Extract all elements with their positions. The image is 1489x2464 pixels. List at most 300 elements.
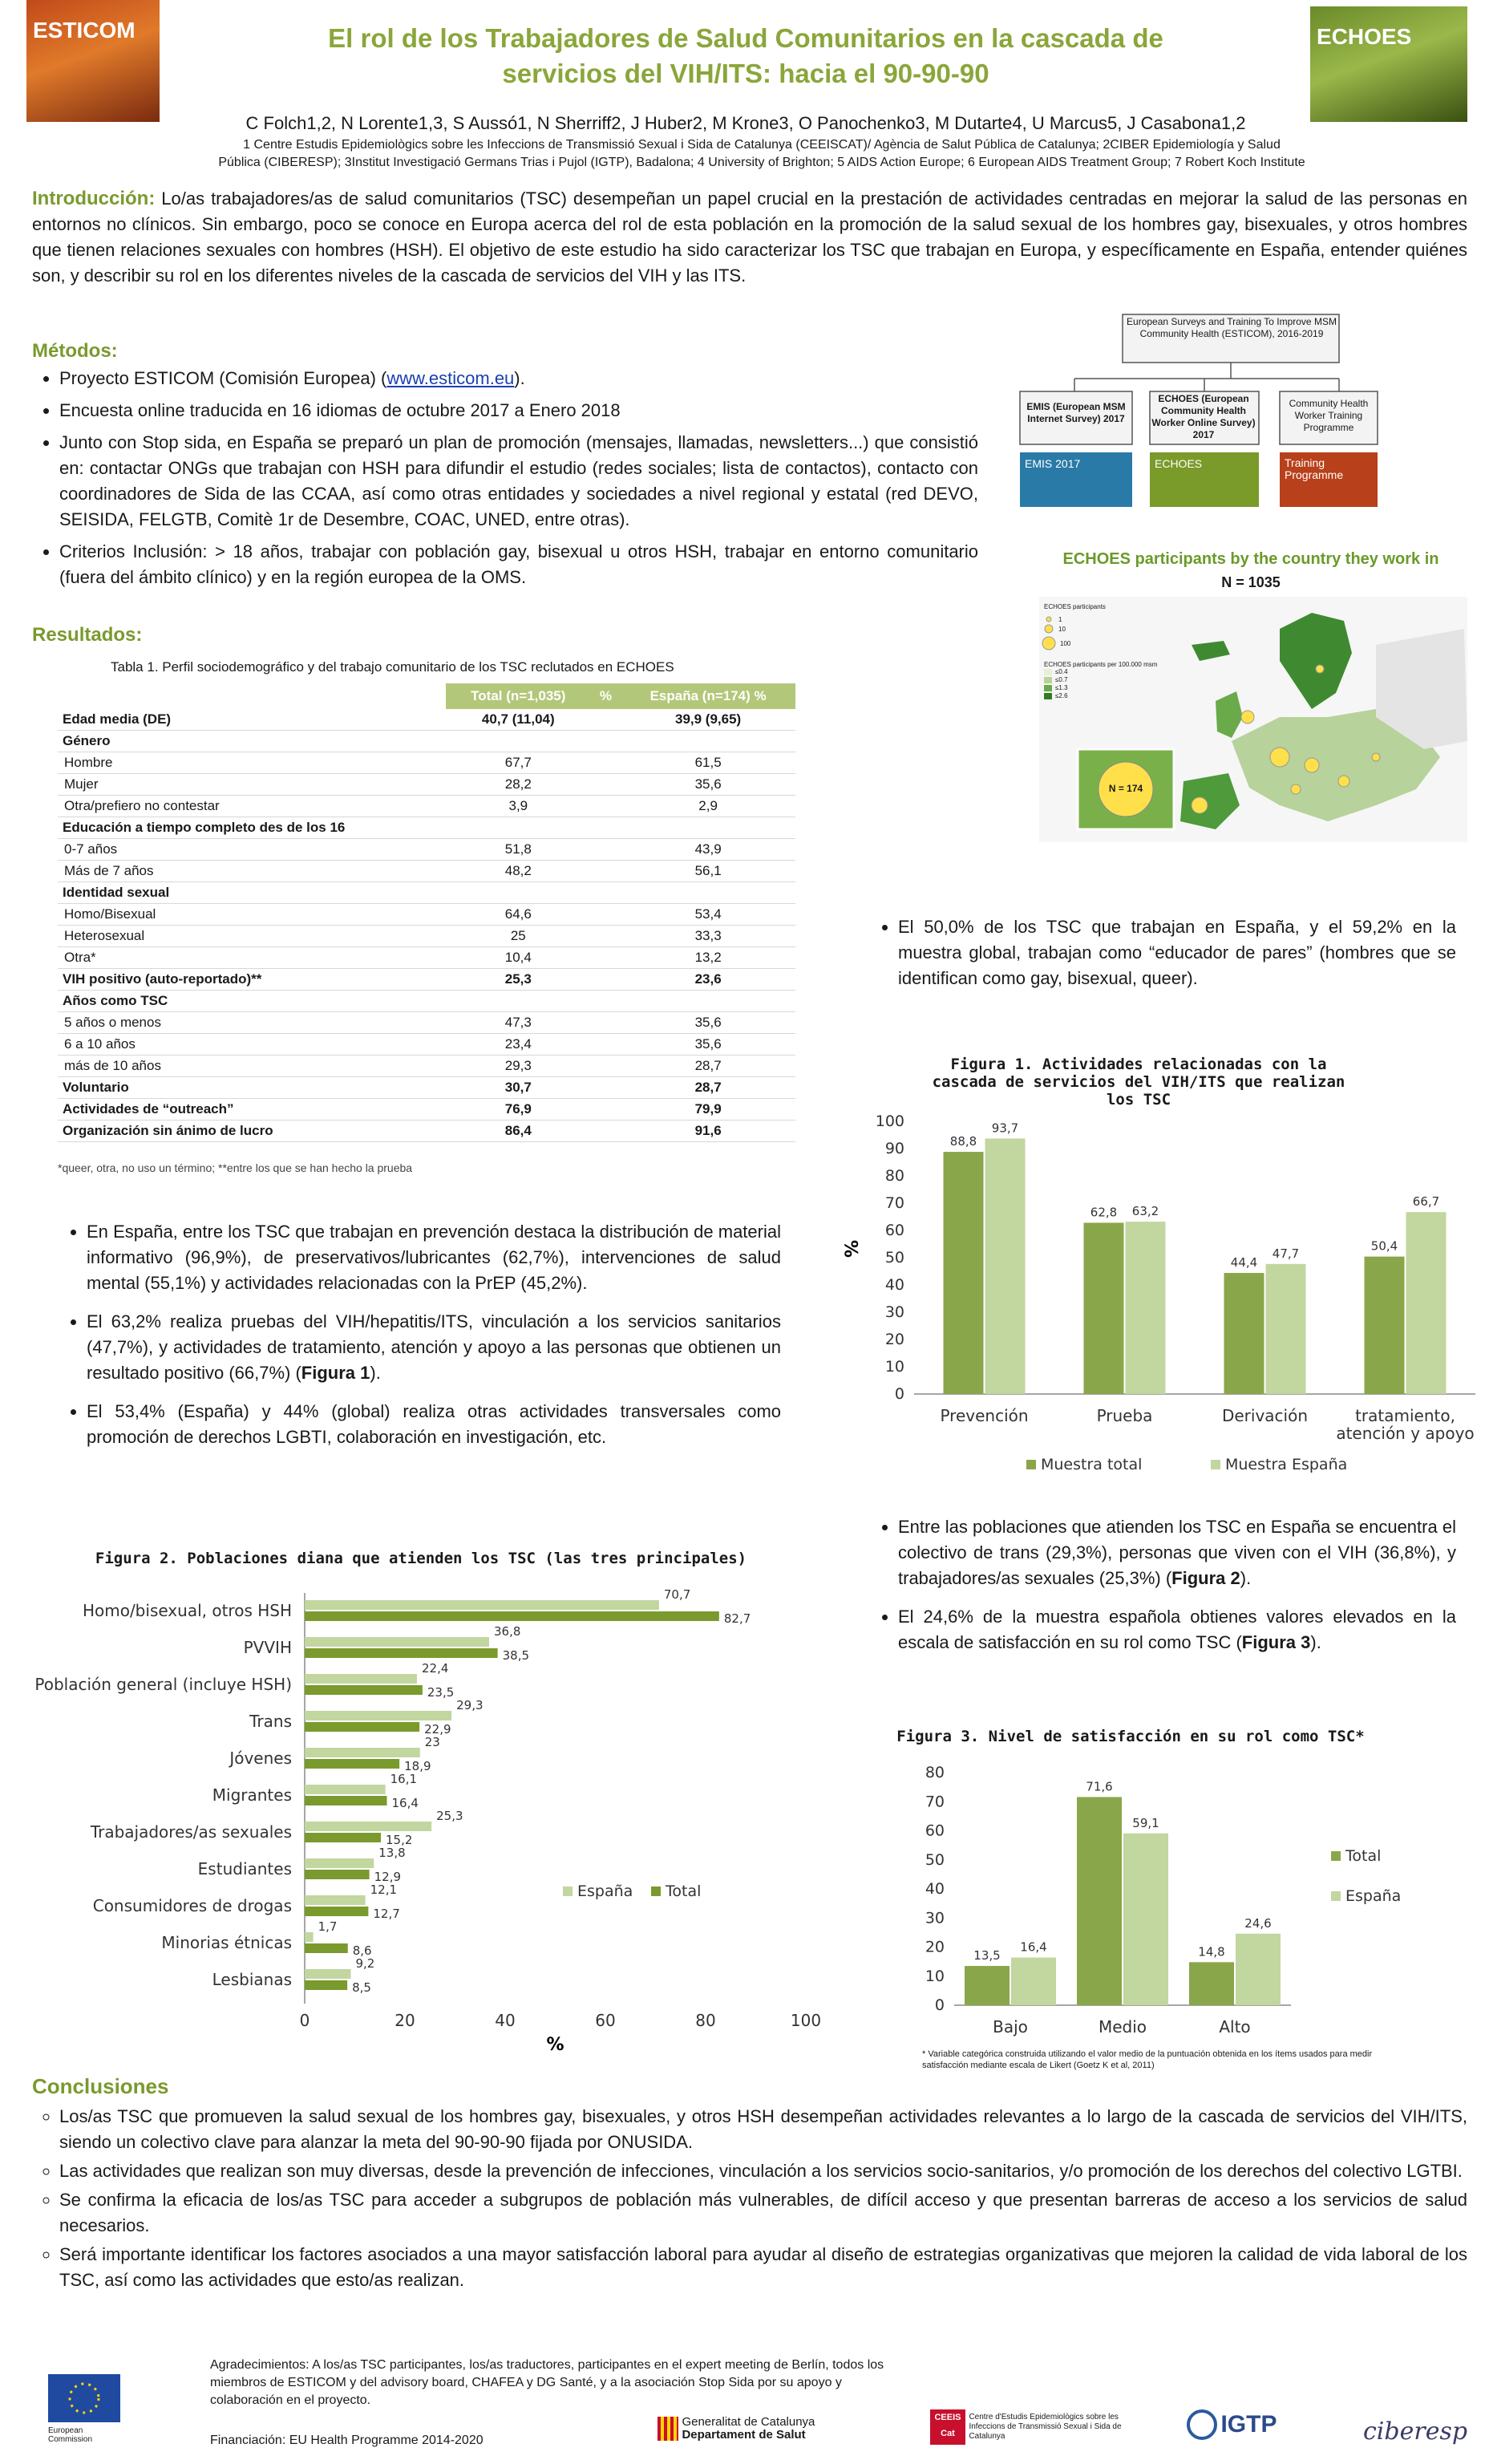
ceeiscat-text: Centre d'Estudis Epidemiològics sobre les Infeccions de Transmissió Sexual i Sida de Catalunya bbox=[969, 2413, 1122, 2441]
table-row bbox=[58, 1034, 795, 1056]
legend-label: Muestra España bbox=[1225, 1456, 1348, 1473]
category-label: Alto bbox=[1219, 2017, 1251, 2036]
y-tick-label: 20 bbox=[884, 1331, 904, 1348]
spacer-cell bbox=[591, 709, 621, 731]
bar-muestra-total bbox=[1084, 1222, 1124, 1394]
europe-map bbox=[1039, 597, 1467, 842]
org-box-training: Community Health Worker Training Programme bbox=[1289, 398, 1369, 433]
data-label: 71,6 bbox=[1086, 1779, 1113, 1794]
x-tick-label: 40 bbox=[495, 2011, 516, 2030]
row-label: Heterosexual bbox=[58, 926, 446, 947]
bar-total bbox=[305, 1796, 387, 1805]
bar-españa bbox=[305, 1748, 420, 1757]
bar-muestra-españa bbox=[985, 1138, 1026, 1394]
row-label: 6 a 10 años bbox=[58, 1034, 446, 1056]
ceeiscat-icon: CEEIS Cat bbox=[930, 2409, 965, 2445]
methods-list bbox=[32, 366, 978, 590]
x-tick-label: 60 bbox=[595, 2011, 616, 2030]
result-bullet: • El 53,4% (España) y 44% (global) realiza otras actividades transversales como promoción de derechos LGBTI, colaboración en investigación, etc. bbox=[87, 1399, 781, 1450]
title-line-2: servicios del VIH/ITS: hacia el 90-90-90 bbox=[502, 59, 989, 88]
row-label: Identidad sexual bbox=[58, 882, 446, 904]
row-label: Homo/Bisexual bbox=[58, 904, 446, 926]
x-tick-label: 20 bbox=[395, 2011, 415, 2030]
result-text: ). bbox=[1310, 1632, 1321, 1652]
bar-españa bbox=[305, 1711, 451, 1720]
row-label: más de 10 años bbox=[58, 1056, 446, 1077]
row-label: Género bbox=[58, 731, 446, 752]
esticom-link[interactable]: www.esticom.eu bbox=[386, 368, 515, 388]
y-tick-label: 30 bbox=[884, 1303, 904, 1321]
data-label: 22,9 bbox=[424, 1722, 451, 1737]
authors: C Folch1,2, N Lorente1,3, S Aussó1, N Sherriff2, J Huber2, M Krone3, O Panochenko3, M Dutarte4, U Marcus5, J Casabona1,2 bbox=[245, 113, 1246, 133]
total-value: 47,3 bbox=[446, 1012, 591, 1034]
x-axis-label: % bbox=[546, 2035, 564, 2055]
total-value: 48,2 bbox=[446, 861, 591, 882]
conclusions-list bbox=[32, 2104, 1467, 2293]
category-label: Trans bbox=[249, 1712, 292, 1731]
affiliation-line-2: Pública (CIBERESP); 3Institut Investigació Germans Trias i Pujol (IGTP), Badalona; 4 University of Brighton; 5 AIDS Action Europe; 6 European AIDS Treatment Group; 7 Robert Koch Institute bbox=[218, 156, 1305, 169]
row-label: VIH positivo (auto-reportado)** bbox=[58, 969, 446, 991]
row-label: Otra* bbox=[58, 947, 446, 969]
y-tick-label: 30 bbox=[925, 1909, 945, 1927]
results-list-right bbox=[871, 1514, 1456, 1656]
spain-value: 2,9 bbox=[621, 796, 795, 817]
spacer-cell bbox=[591, 774, 621, 796]
legend-swatch bbox=[1026, 1460, 1036, 1469]
total-value: 86,4 bbox=[446, 1121, 591, 1142]
data-label: 15,2 bbox=[386, 1833, 413, 1847]
row-label: Hombre bbox=[58, 752, 446, 774]
figure-ref: Figura 2 bbox=[1171, 1568, 1240, 1588]
category-label: Bajo bbox=[993, 2017, 1028, 2036]
y-tick-label: 100 bbox=[875, 1112, 904, 1130]
data-label: 25,3 bbox=[436, 1809, 463, 1823]
spain-value: 53,4 bbox=[621, 904, 795, 926]
methods-item: • Criterios Inclusión: > 18 años, trabajar con población gay, bisexual u otros HSH, trabajar en entorno comunitario (fuera del ámbito clínico) y en la región europea de la OMS. bbox=[59, 539, 978, 590]
methods-item: • Junto con Stop sida, en España se preparó un plan de promoción (mensajes, llamadas, newsletters...) que consistió en: contactar ONGs que trabajan con HSH para difundir el estudio (redes sociales; lista de contactos), contacto con coordinadores de Sida de las CCAA, así como otras entidades y sociedades a nivel regional y estatal (red DEVO, SEISIDA, FELGTB, Comitè 1r de Desembre, COAC, UNED, entre otras). bbox=[59, 430, 978, 533]
esticom-logo bbox=[26, 0, 160, 122]
figure-2-title: Figura 2. Poblaciones diana que atienden los TSC (las tres principales) bbox=[95, 1550, 747, 1567]
table-row bbox=[58, 861, 795, 882]
profile-table bbox=[58, 683, 795, 1142]
category-label: Jóvenes bbox=[229, 1749, 292, 1768]
bar-españa bbox=[305, 1932, 314, 1942]
map-legend-class: ≤0.7 bbox=[1055, 676, 1068, 683]
category-label: Población general (incluye HSH) bbox=[34, 1675, 292, 1694]
bar-españa bbox=[305, 1822, 431, 1831]
result-text: El 24,6% de la muestra española obtienes valores elevados en la escala de satisfacción en su rol como TSC ( bbox=[898, 1607, 1456, 1652]
y-tick-label: 50 bbox=[884, 1249, 904, 1266]
igtp-logo bbox=[1187, 2409, 1315, 2450]
spain-value: 61,5 bbox=[621, 752, 795, 774]
spacer-cell bbox=[591, 752, 621, 774]
spacer-cell bbox=[591, 904, 621, 926]
figure-1-chart bbox=[842, 1099, 1483, 1476]
affiliations bbox=[152, 136, 1371, 172]
spain-value: 91,6 bbox=[621, 1121, 795, 1142]
bar-total bbox=[305, 1980, 347, 1990]
affiliation-line-1: 1 Centre Estudis Epidemiològics sobre les Infeccions de Transmissió Sexual i Sida de Catalunya (CEEISCAT)/ Agència de Salut Pública de Catalunya; 2CIBER Epidemiología y Salud bbox=[243, 138, 1281, 152]
methods-section bbox=[32, 340, 978, 597]
y-tick-label: 90 bbox=[884, 1140, 904, 1157]
spacer-cell bbox=[591, 1099, 621, 1121]
total-value: 51,8 bbox=[446, 839, 591, 861]
data-label: 8,5 bbox=[352, 1980, 371, 1995]
y-tick-label: 60 bbox=[925, 1822, 945, 1840]
map-legend-title-1: ECHOES participants bbox=[1044, 603, 1106, 610]
category-label: Lesbianas bbox=[212, 1970, 292, 1989]
y-tick-label: 40 bbox=[925, 1880, 945, 1898]
total-value: 3,9 bbox=[446, 796, 591, 817]
bar-españa bbox=[1123, 1834, 1168, 2005]
table-row bbox=[58, 1077, 795, 1099]
data-label: 13,8 bbox=[378, 1846, 406, 1860]
total-value: 25 bbox=[446, 926, 591, 947]
table-header-spain: España (n=174) % bbox=[621, 683, 795, 709]
table-1-title: Tabla 1. Perfil sociodemográfico y del trabajo comunitario de los TSC reclutados en ECHOES bbox=[111, 659, 674, 675]
row-label: Educación a tiempo completo des de los 16 bbox=[58, 817, 446, 839]
data-label: 18,9 bbox=[404, 1759, 431, 1773]
results-bullet-peer bbox=[871, 914, 1456, 998]
legend-label: Total bbox=[1345, 1847, 1382, 1865]
category-label: Medio bbox=[1098, 2017, 1147, 2036]
legend-label: España bbox=[577, 1882, 633, 1900]
y-tick-label: 60 bbox=[884, 1222, 904, 1239]
bar-españa bbox=[305, 1858, 374, 1868]
table-footnote: *queer, otra, no uso un término; **entre los que se han hecho la prueba bbox=[58, 1161, 413, 1174]
data-label: 22,4 bbox=[422, 1661, 449, 1676]
row-label: Edad media (DE) bbox=[58, 709, 446, 731]
figure-1-title: Figura 1. Actividades relacionadas con la cascada de servicios del VIH/ITS que realizan los TSC bbox=[932, 1056, 1345, 1108]
data-label: 93,7 bbox=[991, 1121, 1019, 1136]
data-label: 1,7 bbox=[318, 1919, 338, 1934]
category-label: PVVIH bbox=[243, 1638, 292, 1657]
spain-value: 39,9 (9,65) bbox=[621, 709, 795, 731]
spacer-cell bbox=[591, 882, 621, 904]
bar-total bbox=[305, 1870, 370, 1879]
map-legend-class: ≤0.4 bbox=[1055, 668, 1068, 675]
row-label: Otra/prefiero no contestar bbox=[58, 796, 446, 817]
spain-value: 35,6 bbox=[621, 1012, 795, 1034]
data-label: 29,3 bbox=[456, 1698, 484, 1712]
data-label: 16,4 bbox=[1020, 1939, 1047, 1955]
data-label: 50,4 bbox=[1370, 1238, 1398, 1254]
spacer-cell bbox=[591, 796, 621, 817]
conclusion-item: ◦ Los/as TSC que promueven la salud sexual de los hombres gay, bisexuales, y otros HSH desempeñan actividades relevantes a lo largo de la cascada de servicios del VIH/ITS, siendo un colectivo clave para alanzar la meta del 90-90-90 fijada por ONUSIDA. bbox=[59, 2104, 1467, 2155]
category-label: Trabajadores/as sexuales bbox=[90, 1822, 292, 1842]
row-label: Mujer bbox=[58, 774, 446, 796]
bar-españa bbox=[305, 1600, 659, 1610]
spacer-cell bbox=[591, 839, 621, 861]
bar-total bbox=[1189, 1962, 1234, 2005]
map-legend-title-2: ECHOES participants per 100.000 msm bbox=[1044, 661, 1158, 668]
bar-total bbox=[305, 1907, 368, 1916]
esticom-logo-text: ESTICOM bbox=[33, 18, 136, 43]
bar-españa bbox=[305, 1969, 351, 1979]
table-row bbox=[58, 1121, 795, 1142]
map-legend-class: ≤1.3 bbox=[1055, 684, 1068, 691]
spain-value: 28,7 bbox=[621, 1056, 795, 1077]
conclusion-item: ◦ Será importante identificar los factores asociados a una mayor satisfacción laboral para ayudar al diseño de estrategias organizativas que mejoren la calidad de vida laboral de los TSC, así como las actividades que esto/as realizan. bbox=[59, 2242, 1467, 2293]
table-1 bbox=[58, 683, 795, 1142]
org-top-box: European Surveys and Training To Improve MSM Community Health (ESTICOM), 2016-2019 bbox=[1127, 316, 1337, 339]
methods-item bbox=[59, 366, 978, 391]
bar-total bbox=[305, 1759, 399, 1769]
spain-value bbox=[621, 991, 795, 1012]
data-label: 16,1 bbox=[390, 1772, 418, 1786]
table-row bbox=[58, 709, 795, 731]
spain-value: 33,3 bbox=[621, 926, 795, 947]
y-tick-label: 0 bbox=[934, 1996, 945, 2014]
spain-value: 35,6 bbox=[621, 774, 795, 796]
total-value: 67,7 bbox=[446, 752, 591, 774]
introduction bbox=[32, 186, 1467, 289]
bar-españa bbox=[305, 1895, 366, 1905]
data-label: 23 bbox=[424, 1735, 440, 1749]
igtp-icon bbox=[1187, 2409, 1217, 2440]
table-row bbox=[58, 752, 795, 774]
table-header-pct: % bbox=[591, 683, 621, 709]
legend-swatch bbox=[1211, 1460, 1220, 1469]
data-label: 9,2 bbox=[355, 1956, 375, 1971]
spacer-cell bbox=[591, 861, 621, 882]
result-text: Entre las poblaciones que atienden los TSC en España se encuentra el colectivo de trans (29,3%), personas que viven con el VIH (36,8%), y trabajadores/as sexuales (25,3%) ( bbox=[898, 1517, 1456, 1588]
legend-label: Total bbox=[666, 1882, 702, 1900]
map-legend-size: 10 bbox=[1058, 626, 1066, 633]
data-label: 82,7 bbox=[723, 1611, 751, 1626]
spain-value: 28,7 bbox=[621, 1077, 795, 1099]
category-label: Prueba bbox=[1096, 1406, 1153, 1425]
data-label: 38,5 bbox=[502, 1648, 530, 1663]
igtp-text: IGTP bbox=[1220, 2411, 1277, 2438]
y-tick-label: 50 bbox=[925, 1850, 945, 1869]
x-tick-label: 0 bbox=[299, 2011, 310, 2030]
org-box-echoes: ECHOES (European Community Health Worker Online Survey) 2017 bbox=[1151, 393, 1256, 440]
bar-total bbox=[305, 1833, 381, 1842]
category-label: atención y apoyo bbox=[1336, 1424, 1475, 1443]
table-row bbox=[58, 1012, 795, 1034]
y-tick-label: 10 bbox=[925, 1967, 945, 1985]
bar-total bbox=[305, 1943, 348, 1953]
result-text: ). bbox=[1240, 1568, 1252, 1588]
data-label: 63,2 bbox=[1131, 1204, 1159, 1219]
methods-heading: Métodos: bbox=[32, 340, 118, 362]
spain-value bbox=[621, 731, 795, 752]
result-bullet bbox=[87, 1309, 781, 1386]
figure-ref: Figura 3 bbox=[1241, 1632, 1311, 1652]
table-row bbox=[58, 882, 795, 904]
y-tick-label: 70 bbox=[925, 1793, 945, 1811]
x-tick-label: 80 bbox=[695, 2011, 716, 2030]
category-label: Derivación bbox=[1221, 1406, 1309, 1425]
spacer-cell bbox=[591, 1056, 621, 1077]
spain-value: 13,2 bbox=[621, 947, 795, 969]
table-header-total: Total (n=1,035) bbox=[446, 683, 591, 709]
category-label: Migrantes bbox=[212, 1785, 292, 1805]
poster-title bbox=[265, 21, 1227, 91]
table-row bbox=[58, 1056, 795, 1077]
ciberesp-logo: ciberesp bbox=[1363, 2417, 1468, 2446]
total-value: 64,6 bbox=[446, 904, 591, 926]
gencat-line-1: Generalitat de Catalunya bbox=[682, 2415, 815, 2429]
spacer-cell bbox=[591, 926, 621, 947]
spain-value: 56,1 bbox=[621, 861, 795, 882]
row-label: Más de 7 años bbox=[58, 861, 446, 882]
figure-2-chart bbox=[32, 1582, 834, 2055]
category-label: Estudiantes bbox=[197, 1859, 292, 1878]
data-label: 62,8 bbox=[1090, 1205, 1118, 1220]
y-tick-label: 80 bbox=[884, 1167, 904, 1185]
table-row bbox=[58, 947, 795, 969]
bar-españa bbox=[305, 1674, 417, 1684]
results-list-left bbox=[59, 1219, 781, 1450]
legend-swatch bbox=[1331, 1891, 1341, 1901]
legend-swatch bbox=[651, 1886, 661, 1896]
total-value: 10,4 bbox=[446, 947, 591, 969]
total-value: 30,7 bbox=[446, 1077, 591, 1099]
total-value: 23,4 bbox=[446, 1034, 591, 1056]
table-row bbox=[58, 796, 795, 817]
total-value bbox=[446, 731, 591, 752]
bar-muestra-españa bbox=[1406, 1212, 1447, 1394]
results-bullets-left bbox=[59, 1219, 781, 1457]
row-label: Organización sin ánimo de lucro bbox=[58, 1121, 446, 1142]
row-label: 5 años o menos bbox=[58, 1012, 446, 1034]
result-text: ). bbox=[370, 1363, 381, 1383]
table-row bbox=[58, 991, 795, 1012]
row-label: Actividades de “outreach” bbox=[58, 1099, 446, 1121]
bar-muestra-españa bbox=[1266, 1264, 1306, 1394]
bar-total bbox=[305, 1722, 419, 1732]
spacer-cell bbox=[591, 817, 621, 839]
ec-logo-text: European Commission bbox=[48, 2426, 93, 2444]
eu-flag-icon bbox=[48, 2374, 144, 2422]
echoes-logo bbox=[1310, 6, 1467, 122]
intro-heading: Introducción: bbox=[32, 188, 156, 209]
data-label: 47,7 bbox=[1272, 1246, 1300, 1261]
echoes-logo-text: ECHOES bbox=[1317, 24, 1412, 49]
total-value: 29,3 bbox=[446, 1056, 591, 1077]
results-bullets-right bbox=[871, 1514, 1456, 1662]
title-line-1: El rol de los Trabajadores de Salud Comunitarios en la cascada de bbox=[328, 23, 1163, 53]
spain-value bbox=[621, 817, 795, 839]
category-label: Prevención bbox=[940, 1406, 1029, 1425]
result-bullet: • El 50,0% de los TSC que trabajan en España, y el 59,2% en la muestra global, trabajan como “educador de pares” (hombres que se identifican como gay, bisexual, queer). bbox=[898, 914, 1456, 991]
y-tick-label: 0 bbox=[894, 1385, 904, 1403]
org-img-training: Training Programme bbox=[1285, 456, 1344, 481]
bar-muestra-total bbox=[1365, 1257, 1405, 1394]
ec-logo bbox=[48, 2374, 144, 2446]
bar-total bbox=[965, 1966, 1010, 2005]
spacer-cell bbox=[591, 1034, 621, 1056]
org-img-emis: EMIS 2017 bbox=[1025, 457, 1081, 470]
category-label: Minorias étnicas bbox=[161, 1933, 292, 1952]
results-list-peer bbox=[871, 914, 1456, 991]
conclusions-heading: Conclusiones bbox=[32, 2074, 169, 2098]
total-value: 76,9 bbox=[446, 1099, 591, 1121]
spacer-cell bbox=[591, 731, 621, 752]
gencat-text bbox=[682, 2416, 815, 2442]
bar-total bbox=[305, 1648, 498, 1658]
bar-muestra-españa bbox=[1126, 1222, 1166, 1394]
spain-value: 43,9 bbox=[621, 839, 795, 861]
map-legend-size: 1 bbox=[1058, 616, 1062, 623]
data-label: 16,4 bbox=[391, 1796, 419, 1810]
conclusion-item: ◦ Se confirma la eficacia de los/as TSC para acceder a subgrupos de población más vulnerables, de difícil acceso y que presentan barreras de acceso a los servicios de salud necesarios. bbox=[59, 2187, 1467, 2239]
methods-item-text: Proyecto ESTICOM (Comisión Europea) ( bbox=[59, 368, 387, 388]
spain-value bbox=[621, 882, 795, 904]
y-axis-label: % bbox=[843, 1239, 863, 1258]
org-box-emis: EMIS (European MSM Internet Survey) 2017 bbox=[1026, 401, 1126, 424]
bar-muestra-total bbox=[944, 1152, 984, 1394]
data-label: 12,9 bbox=[374, 1870, 402, 1884]
data-label: 12,7 bbox=[373, 1907, 400, 1921]
data-label: 12,1 bbox=[370, 1882, 398, 1897]
bar-total bbox=[305, 1685, 423, 1695]
acknowledgements: Agradecimientos: A los/as TSC participantes, los/as traductores, participantes en el expert meeting de Berlín, todos los miembros de ESTICOM y del advisory board, CHAFEA y DG Santé, y a la asociación Stop Sida por su apoyo y colaboración en el proyecto. bbox=[210, 2358, 884, 2407]
funding: Financiación: EU Health Programme 2014-2020 bbox=[210, 2434, 484, 2447]
table-row bbox=[58, 839, 795, 861]
legend-swatch bbox=[1331, 1851, 1341, 1861]
gencat-line-2: Departament de Salut bbox=[682, 2428, 806, 2442]
map-title: ECHOES participants by the country they work in bbox=[1062, 550, 1439, 568]
y-tick-label: 10 bbox=[884, 1358, 904, 1376]
data-label: 8,6 bbox=[352, 1943, 372, 1958]
table-row bbox=[58, 969, 795, 991]
y-tick-label: 80 bbox=[925, 1764, 945, 1781]
data-label: 36,8 bbox=[494, 1624, 521, 1639]
results-heading: Resultados: bbox=[32, 624, 143, 646]
methods-item: • Encuesta online traducida en 16 idiomas de octubre 2017 a Enero 2018 bbox=[59, 398, 978, 424]
gencat-logo bbox=[658, 2416, 866, 2442]
org-img-echoes: ECHOES bbox=[1155, 457, 1203, 470]
spain-value: 79,9 bbox=[621, 1099, 795, 1121]
data-label: 70,7 bbox=[663, 1587, 691, 1602]
bar-españa bbox=[305, 1637, 489, 1647]
figure-3-title: Figura 3. Nivel de satisfacción en su rol como TSC* bbox=[896, 1728, 1365, 1745]
result-bullet: • En España, entre los TSC que trabajan en prevención destaca la distribución de material informativo (96,9%), de preservativos/lubricantes (62,7%), intervenciones de salud mental (55,1%) y actividades relacionadas con la PrEP (45,2%). bbox=[87, 1219, 781, 1296]
table-row bbox=[58, 904, 795, 926]
x-tick-label: 100 bbox=[790, 2011, 822, 2030]
map-n: N = 1035 bbox=[1221, 574, 1281, 590]
gencat-icon bbox=[658, 2417, 678, 2441]
data-label: 44,4 bbox=[1230, 1255, 1258, 1270]
figure-ref: Figura 1 bbox=[301, 1363, 370, 1383]
category-label: Homo/bisexual, otros HSH bbox=[82, 1601, 292, 1620]
row-label: 0-7 años bbox=[58, 839, 446, 861]
data-label: 14,8 bbox=[1198, 1944, 1225, 1959]
data-label: 24,6 bbox=[1244, 1915, 1272, 1931]
y-tick-label: 20 bbox=[925, 1938, 945, 1956]
result-bullet bbox=[898, 1604, 1456, 1656]
data-label: 23,5 bbox=[427, 1685, 455, 1700]
legend-label: Muestra total bbox=[1041, 1456, 1143, 1473]
table-row bbox=[58, 817, 795, 839]
spacer-cell bbox=[591, 969, 621, 991]
result-text: El 63,2% realiza pruebas del VIH/hepatitis/ITS, vinculación a los servicios sanitarios (47,7%), y actividades de tratamiento, atención y apoyo a las personas que obtienen un resultado positivo (66,7%) ( bbox=[87, 1311, 781, 1383]
bar-muestra-total bbox=[1224, 1273, 1264, 1394]
y-tick-label: 40 bbox=[884, 1276, 904, 1294]
map-legend-size: 100 bbox=[1060, 640, 1071, 647]
total-value: 40,7 (11,04) bbox=[446, 709, 591, 731]
result-bullet bbox=[898, 1514, 1456, 1591]
data-label: 59,1 bbox=[1132, 1815, 1159, 1830]
total-value bbox=[446, 817, 591, 839]
row-label: Años como TSC bbox=[58, 991, 446, 1012]
spain-value: 23,6 bbox=[621, 969, 795, 991]
figure-3-chart bbox=[882, 1757, 1443, 2045]
conclusions-section bbox=[32, 2074, 1467, 2296]
